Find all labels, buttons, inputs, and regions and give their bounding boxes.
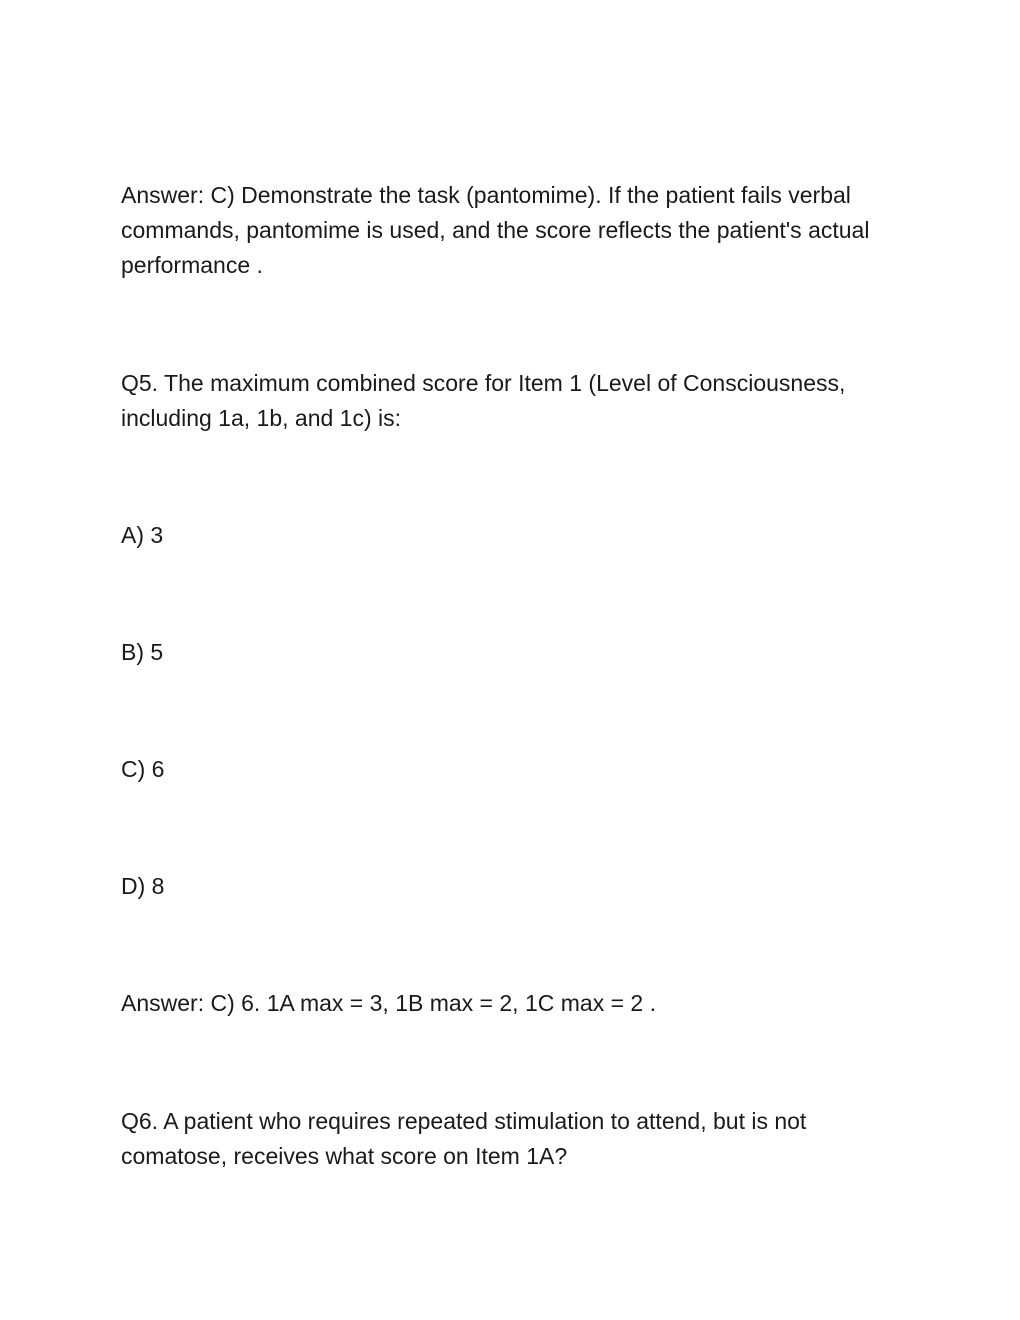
q5-option-c: C) 6 [121,756,165,782]
q5-option-d: D) 8 [121,873,165,899]
question-q6-text: Q6. A patient who requires repeated stimulation to attend, but is not comatose, receives what score on Item 1A? [121,1108,807,1169]
question-q5-text: Q5. The maximum combined score for Item 1 (Level of Consciousness, including 1a, 1b, and 1c) is: [121,370,846,431]
answer-q4-text: Answer: C) Demonstrate the task (pantomime). If the patient fails verbal commands, pantomime is used, and the score reflects the patient's actual performance . [121,182,870,278]
q5-option-b: B) 5 [121,639,164,665]
q5-option-a: A) 3 [121,522,164,548]
answer-q5-text: Answer: C) 6. 1A max = 3, 1B max = 2, 1C max = 2 . [121,990,656,1016]
